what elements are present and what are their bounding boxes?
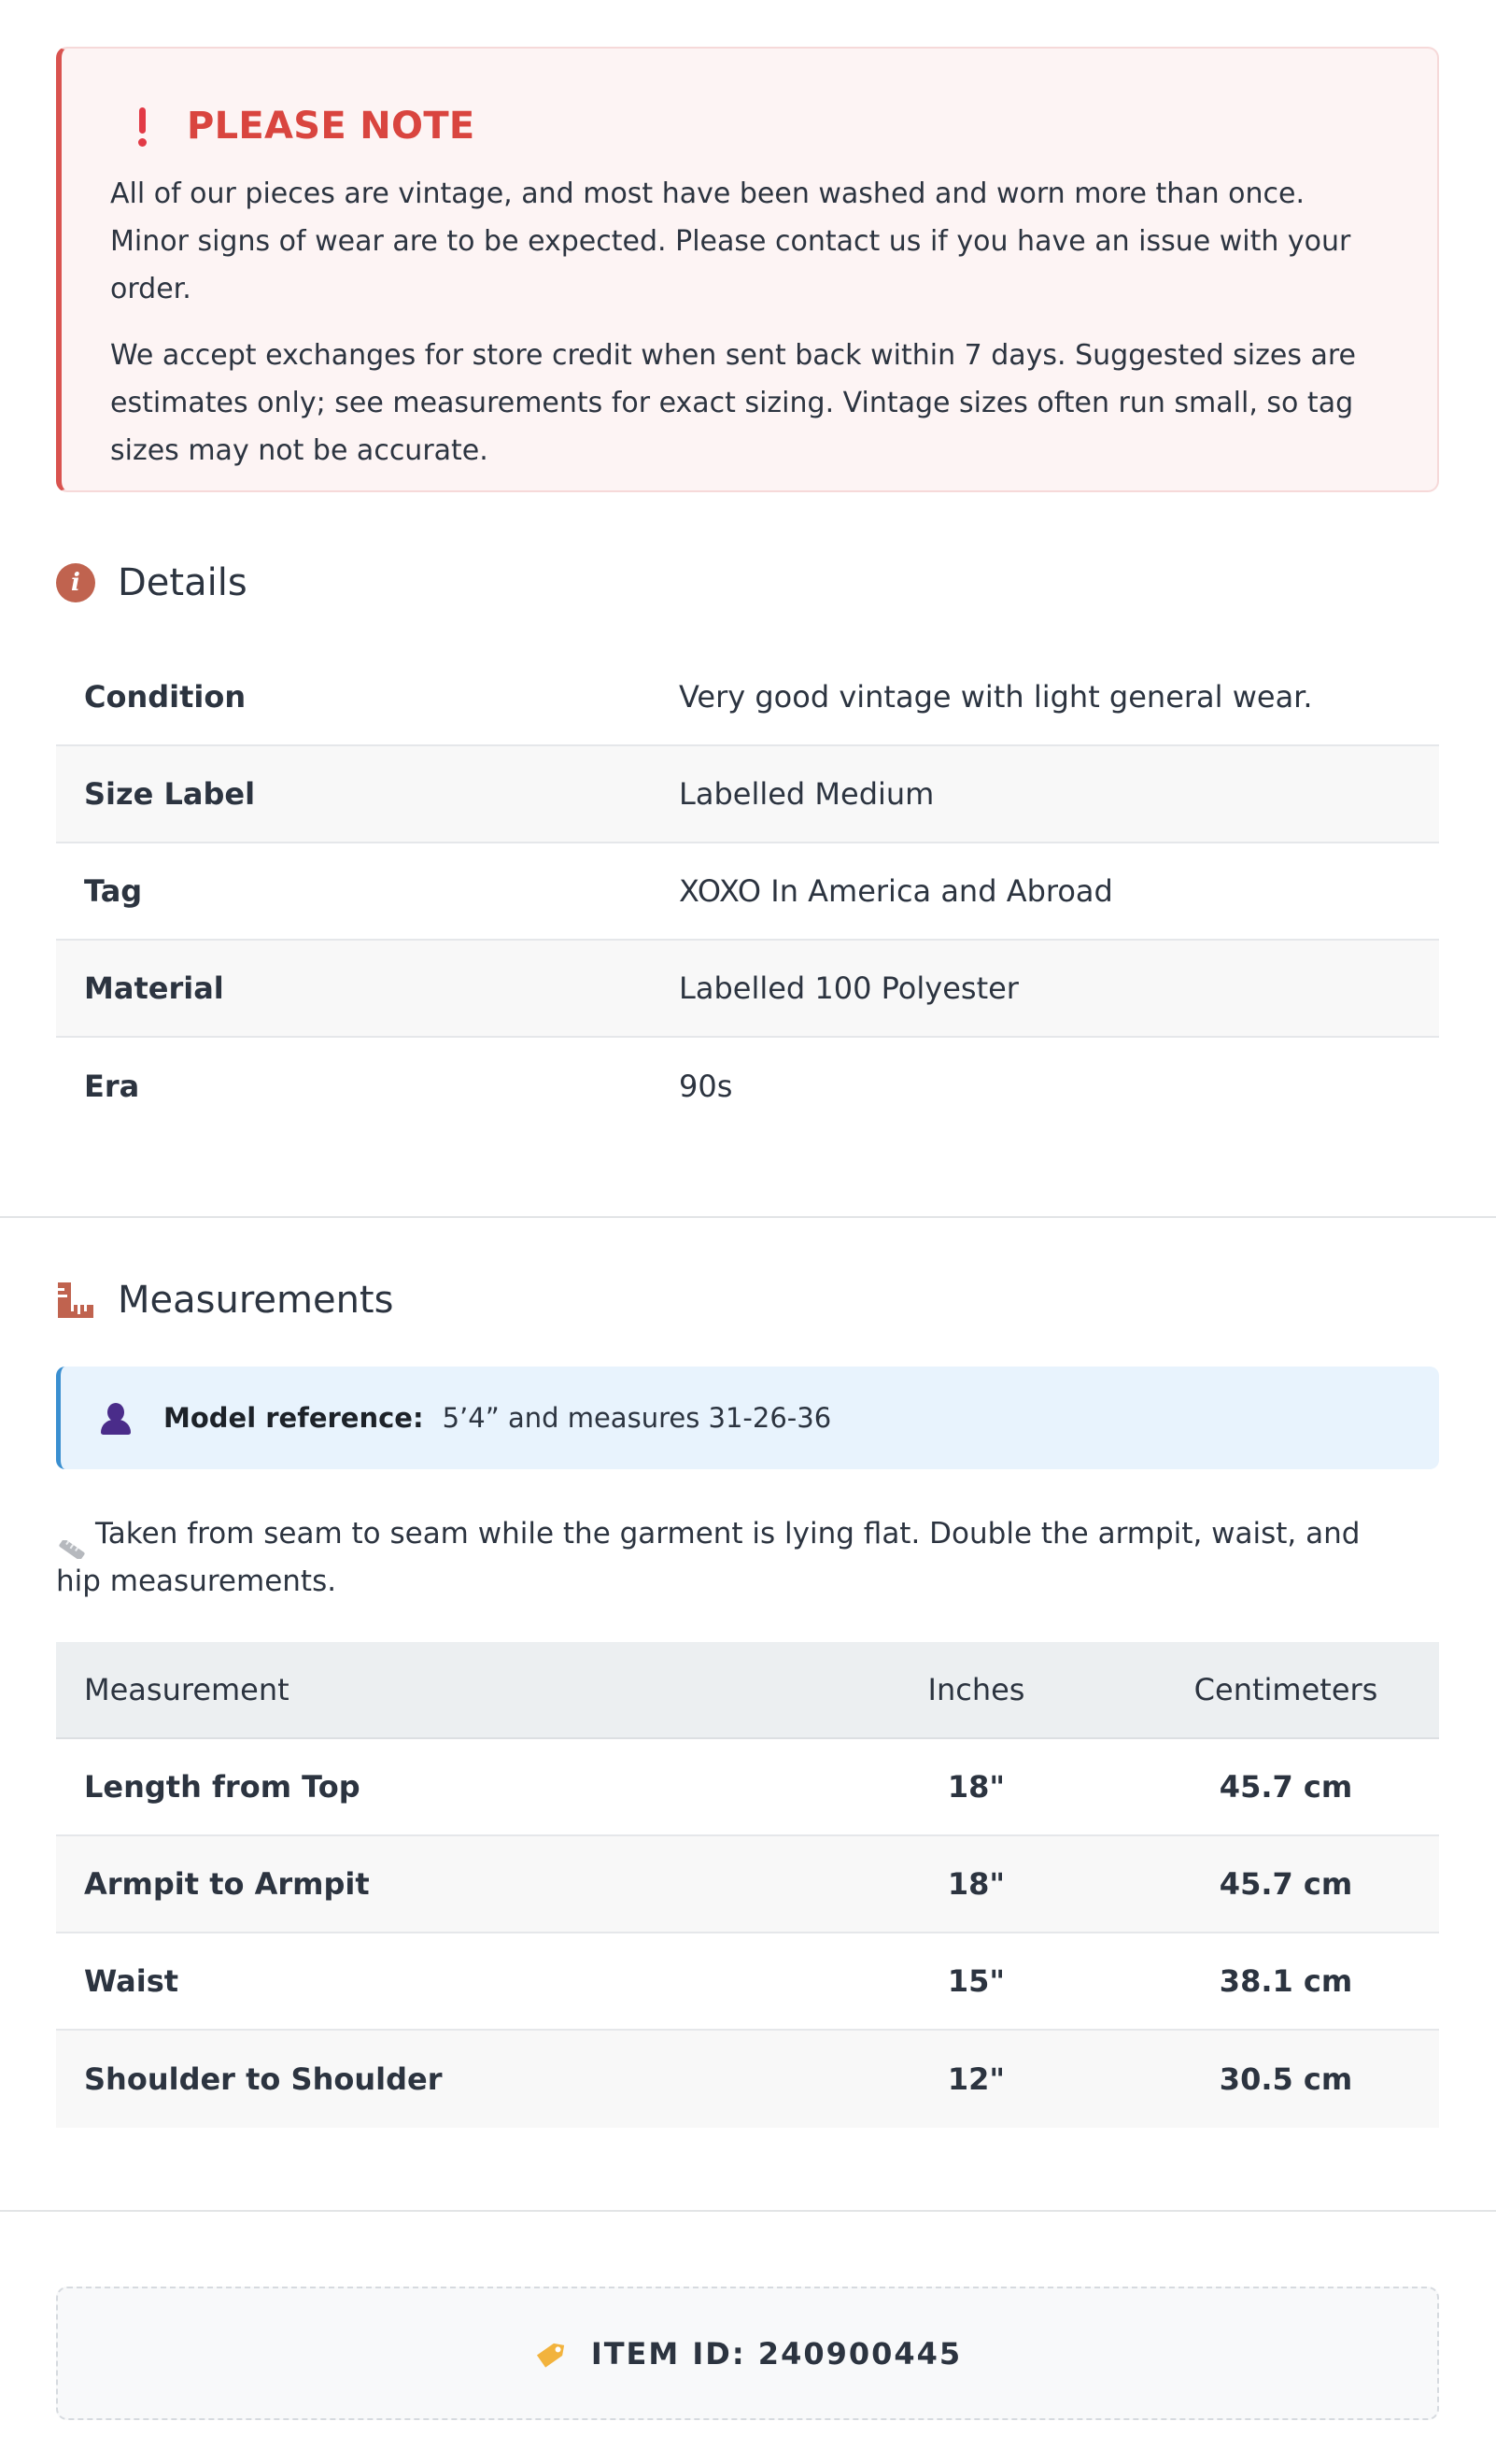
details-heading bbox=[56, 561, 247, 604]
measurement-note-text: Taken from seam to seam while the garment is lying flat. Double the armpit, waist, and hip measurements. bbox=[56, 1517, 1361, 1598]
notice-paragraph-2: We accept exchanges for store credit when sent back within 7 days. Suggested sizes are estimates only; see measurements for exact sizing. Vintage sizes often run small, so tag sizes may not be accurate. bbox=[110, 339, 1357, 467]
info-icon: i bbox=[56, 563, 95, 602]
measurements-heading bbox=[56, 1279, 393, 1322]
measurement-inches: 12" bbox=[947, 2061, 1006, 2097]
details-value: Labelled Medium bbox=[679, 776, 935, 812]
details-value: Labelled 100 Polyester bbox=[679, 970, 1019, 1006]
details-table bbox=[56, 649, 1439, 1135]
measurement-cm: 45.7 cm bbox=[1219, 1769, 1353, 1805]
measurement-inches: 18" bbox=[947, 1866, 1006, 1902]
table-row bbox=[56, 1933, 1439, 2031]
measurement-inches: 18" bbox=[947, 1769, 1006, 1805]
table-row bbox=[56, 2031, 1439, 2128]
details-row bbox=[56, 843, 1439, 941]
table-row bbox=[56, 1836, 1439, 1933]
details-row bbox=[56, 746, 1439, 843]
exclamation-icon bbox=[131, 105, 153, 148]
details-row bbox=[56, 649, 1439, 746]
section-divider bbox=[0, 2210, 1496, 2212]
measurement-cm: 30.5 cm bbox=[1219, 2061, 1353, 2097]
notice-paragraph-1: All of our pieces are vintage, and most have been washed and worn more than once. Minor signs of wear are to be expected. Please contact us if you have an issue with your order. bbox=[110, 177, 1351, 305]
model-reference-value: 5’4” and measures 31-26-36 bbox=[442, 1402, 832, 1434]
measurement-name: Length from Top bbox=[84, 1769, 360, 1805]
column-header: Inches bbox=[927, 1672, 1025, 1707]
measurement-name: Waist bbox=[84, 1963, 179, 1999]
measurements-table bbox=[56, 1642, 1439, 2128]
person-icon bbox=[98, 1399, 135, 1437]
measurements-title: Measurements bbox=[118, 1279, 394, 1322]
model-reference-label: Model reference: bbox=[163, 1402, 424, 1434]
details-label: Condition bbox=[84, 679, 247, 715]
ruler-small-icon bbox=[56, 1526, 88, 1545]
details-label: Material bbox=[84, 970, 224, 1006]
notice-header bbox=[110, 103, 1389, 149]
details-row bbox=[56, 1038, 1439, 1135]
details-label: Size Label bbox=[84, 776, 256, 812]
measurement-inches: 15" bbox=[947, 1963, 1006, 1999]
column-header: Centimeters bbox=[1193, 1672, 1378, 1707]
item-id-box bbox=[56, 2287, 1439, 2420]
measurement-cm: 38.1 cm bbox=[1219, 1963, 1353, 1999]
details-title: Details bbox=[118, 561, 247, 604]
details-label: Tag bbox=[84, 873, 143, 909]
notice-box bbox=[56, 47, 1439, 492]
tag-icon bbox=[533, 2335, 571, 2372]
measurement-name: Armpit to Armpit bbox=[84, 1866, 370, 1902]
item-id-text: ITEM ID: 240900445 bbox=[590, 2335, 963, 2372]
details-row bbox=[56, 941, 1439, 1038]
model-reference bbox=[56, 1367, 1439, 1469]
notice-title: PLEASE NOTE bbox=[187, 105, 475, 148]
table-row bbox=[56, 1739, 1439, 1836]
measurement-name: Shoulder to Shoulder bbox=[84, 2061, 443, 2097]
measurement-cm: 45.7 cm bbox=[1219, 1866, 1353, 1902]
section-divider bbox=[0, 1216, 1496, 1218]
details-value: XOXO In America and Abroad bbox=[679, 873, 1113, 909]
details-value: 90s bbox=[679, 1069, 733, 1104]
measurement-note bbox=[56, 1510, 1363, 1606]
table-header bbox=[56, 1642, 1439, 1739]
ruler-icon bbox=[56, 1281, 95, 1320]
column-header: Measurement bbox=[84, 1672, 289, 1707]
details-label: Era bbox=[84, 1069, 140, 1104]
details-value: Very good vintage with light general wear. bbox=[679, 679, 1313, 715]
